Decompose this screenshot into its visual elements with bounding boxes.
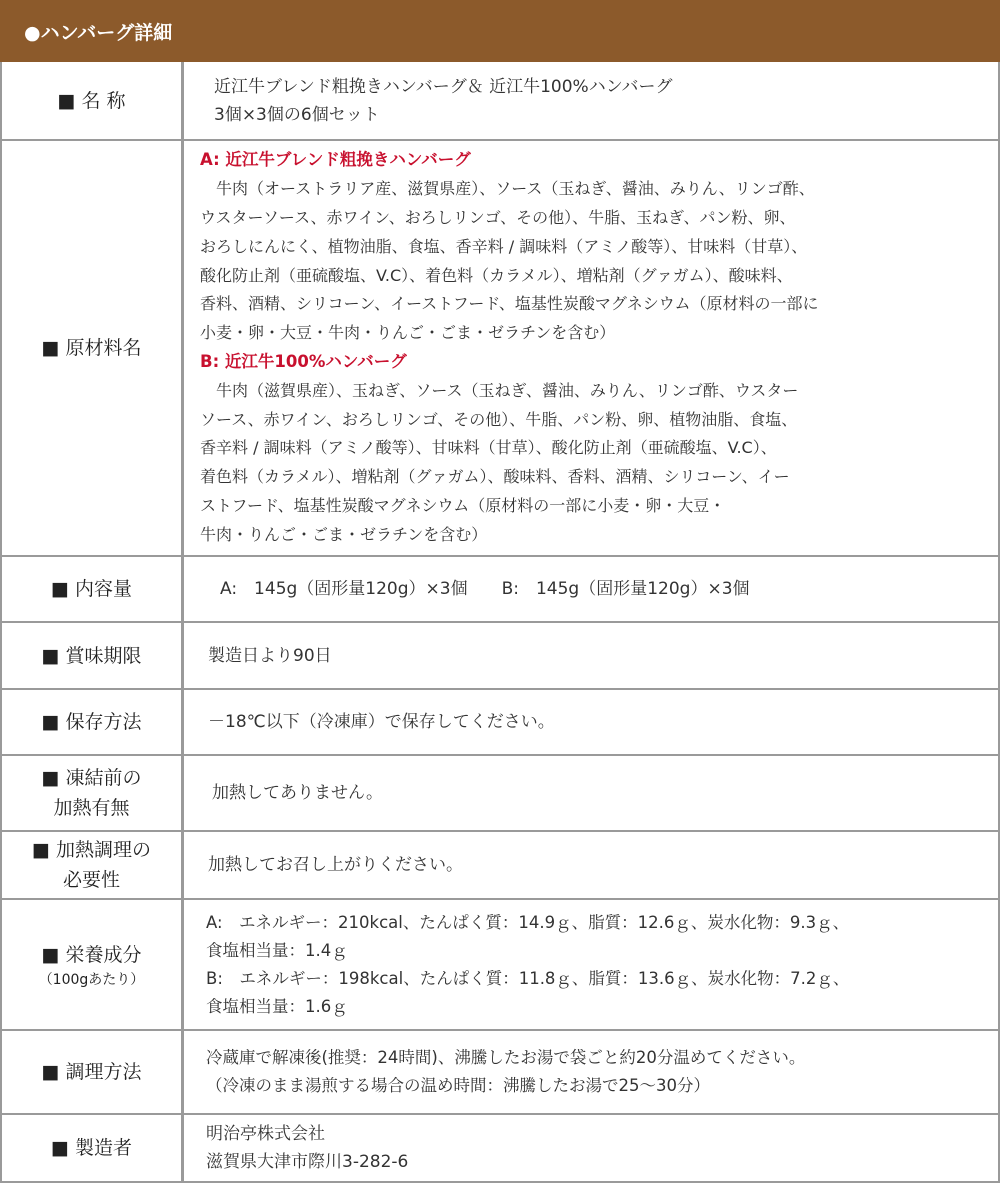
nutrition-line: 食塩相当量：1.6ｇ xyxy=(206,996,348,1016)
row-name xyxy=(2,62,998,141)
row-ingredients xyxy=(2,141,998,557)
preheated-text: 加熱してありません。 xyxy=(212,783,384,803)
ingredients-a-title: A: 近江牛ブレンド粗挽きハンバーグ xyxy=(200,150,471,170)
section-header xyxy=(0,0,1000,62)
nutrition-line: 食塩相当量：1.4ｇ xyxy=(206,940,348,960)
row-cooking-method xyxy=(2,1031,998,1115)
value-cooking-required xyxy=(184,832,998,898)
ingredients-b-line: ストフード、塩基性炭酸マグネシウム（原材料の一部に小麦・卵・大豆・ xyxy=(200,495,726,515)
row-preheated xyxy=(2,756,998,832)
label-name: ■ 名 称 xyxy=(2,62,184,139)
nutrition-line: B: エネルギー：198kcal、たんぱく質：11.8ｇ、脂質：13.6ｇ、炭水化物：7.2ｇ、 xyxy=(206,968,850,988)
value-cooking-method xyxy=(184,1031,998,1113)
ingredients-a-line: ウスターソース、赤ワイン、おろしリンゴ、その他）、牛脂、玉ねぎ、パン粉、卵、 xyxy=(200,208,796,228)
value-name xyxy=(184,62,998,139)
label-volume: ■ 内容量 xyxy=(2,557,184,621)
ingredients-b-line: 着色料（カラメル）、増粘剤（グァガム）、酸味料、香料、酒精、シリコーン、イー xyxy=(200,467,790,487)
nutrition-line: A: エネルギー：210kcal、たんぱく質：14.9ｇ、脂質：12.6ｇ、炭水化物：9.3ｇ、 xyxy=(206,912,850,932)
ingredients-b-line: ソース、赤ワイン、おろしリンゴ、その他）、牛脂、パン粉、卵、植物油脂、食塩、 xyxy=(200,409,798,429)
ingredients-a-line: 酸化防止剤（亜硫酸塩、V.C）、着色料（カラメル）、増粘剤（グァガム）、酸味料、 xyxy=(200,265,793,285)
cooking-method-line: 冷蔵庫で解凍後(推奨：24時間)、沸騰したお湯で袋ごと約20分温めてください。 xyxy=(206,1048,806,1067)
name-line-1: 近江牛ブレンド粗挽きハンバーグ＆ 近江牛100%ハンバーグ xyxy=(214,76,673,97)
label-preheated xyxy=(2,756,184,830)
label-preheated-line-1: ■ 凍結前の xyxy=(41,767,142,789)
value-volume xyxy=(184,557,998,621)
ingredients-a-line: 香料、酒精、シリコーン、イーストフード、塩基性炭酸マグネシウム（原材料の一部に xyxy=(200,294,819,314)
ingredients-b-line: 香辛料 / 調味料（アミノ酸等）、甘味料（甘草）、酸化防止剤（亜硫酸塩、V.C）、 xyxy=(200,438,777,458)
label-cooking-required xyxy=(2,832,184,898)
row-manufacturer xyxy=(2,1115,998,1183)
row-storage xyxy=(2,690,998,756)
label-cooking-required-line-1: ■ 加熱調理の xyxy=(32,839,151,861)
label-expiry: ■ 賞味期限 xyxy=(2,623,184,688)
label-ingredients: ■ 原材料名 xyxy=(2,141,184,555)
name-line-2: 3個×3個の6個セット xyxy=(214,104,380,125)
label-cooking-required-line-2: 必要性 xyxy=(62,869,120,891)
manufacturer-name: 明治亭株式会社 xyxy=(206,1124,325,1144)
row-cooking-required xyxy=(2,832,998,900)
label-manufacturer: ■ 製造者 xyxy=(2,1115,184,1181)
product-detail-table xyxy=(0,62,1000,1183)
ingredients-b-title: B: 近江牛100%ハンバーグ xyxy=(200,352,407,371)
row-nutrition xyxy=(2,900,998,1031)
cooking-required-text: 加熱してお召し上がりください。 xyxy=(208,855,463,875)
label-preheated-line-2: 加熱有無 xyxy=(53,797,130,819)
row-volume xyxy=(2,557,998,623)
ingredients-b-line: 牛肉（滋賀県産）、玉ねぎ、ソース（玉ねぎ、醤油、みりん、リンゴ酢、ウスター xyxy=(200,380,799,400)
value-preheated xyxy=(184,756,998,830)
section-title: ●ハンバーグ詳細 xyxy=(24,21,173,44)
label-storage: ■ 保存方法 xyxy=(2,690,184,754)
storage-text: －18℃以下（冷凍庫）で保存してください。 xyxy=(208,712,555,732)
value-manufacturer xyxy=(184,1115,998,1181)
value-ingredients xyxy=(184,141,998,555)
expiry-text: 製造日より90日 xyxy=(208,645,332,666)
label-cooking-method: ■ 調理方法 xyxy=(2,1031,184,1113)
ingredients-b-line: 牛肉・りんご・ごま・ゼラチンを含む） xyxy=(200,524,488,544)
value-expiry xyxy=(184,623,998,688)
row-expiry xyxy=(2,623,998,690)
ingredients-a-line: おろしにんにく、植物油脂、食塩、香辛料 / 調味料（アミノ酸等）、甘味料（甘草）、 xyxy=(200,236,808,256)
cooking-method-line: （冷凍のまま湯煎する場合の温め時間：沸騰したお湯で25〜30分） xyxy=(206,1076,710,1095)
value-nutrition xyxy=(184,900,998,1029)
ingredients-a-line: 牛肉（オーストラリア産、滋賀県産）、ソース（玉ねぎ、醤油、みりん、リンゴ酢、 xyxy=(200,179,815,199)
value-storage xyxy=(184,690,998,754)
label-nutrition-main: ■ 栄養成分 xyxy=(41,943,142,966)
label-nutrition xyxy=(2,900,184,1029)
volume-text: A: 145g（固形量120g）×3個 B: 145g（固形量120g）×3個 xyxy=(220,579,750,599)
manufacturer-address: 滋賀県大津市際川3-282-6 xyxy=(206,1152,409,1172)
ingredients-a-line: 小麦・卵・大豆・牛肉・りんご・ごま・ゼラチンを含む） xyxy=(200,323,616,343)
label-nutrition-sub: （100gあたり） xyxy=(38,971,145,988)
